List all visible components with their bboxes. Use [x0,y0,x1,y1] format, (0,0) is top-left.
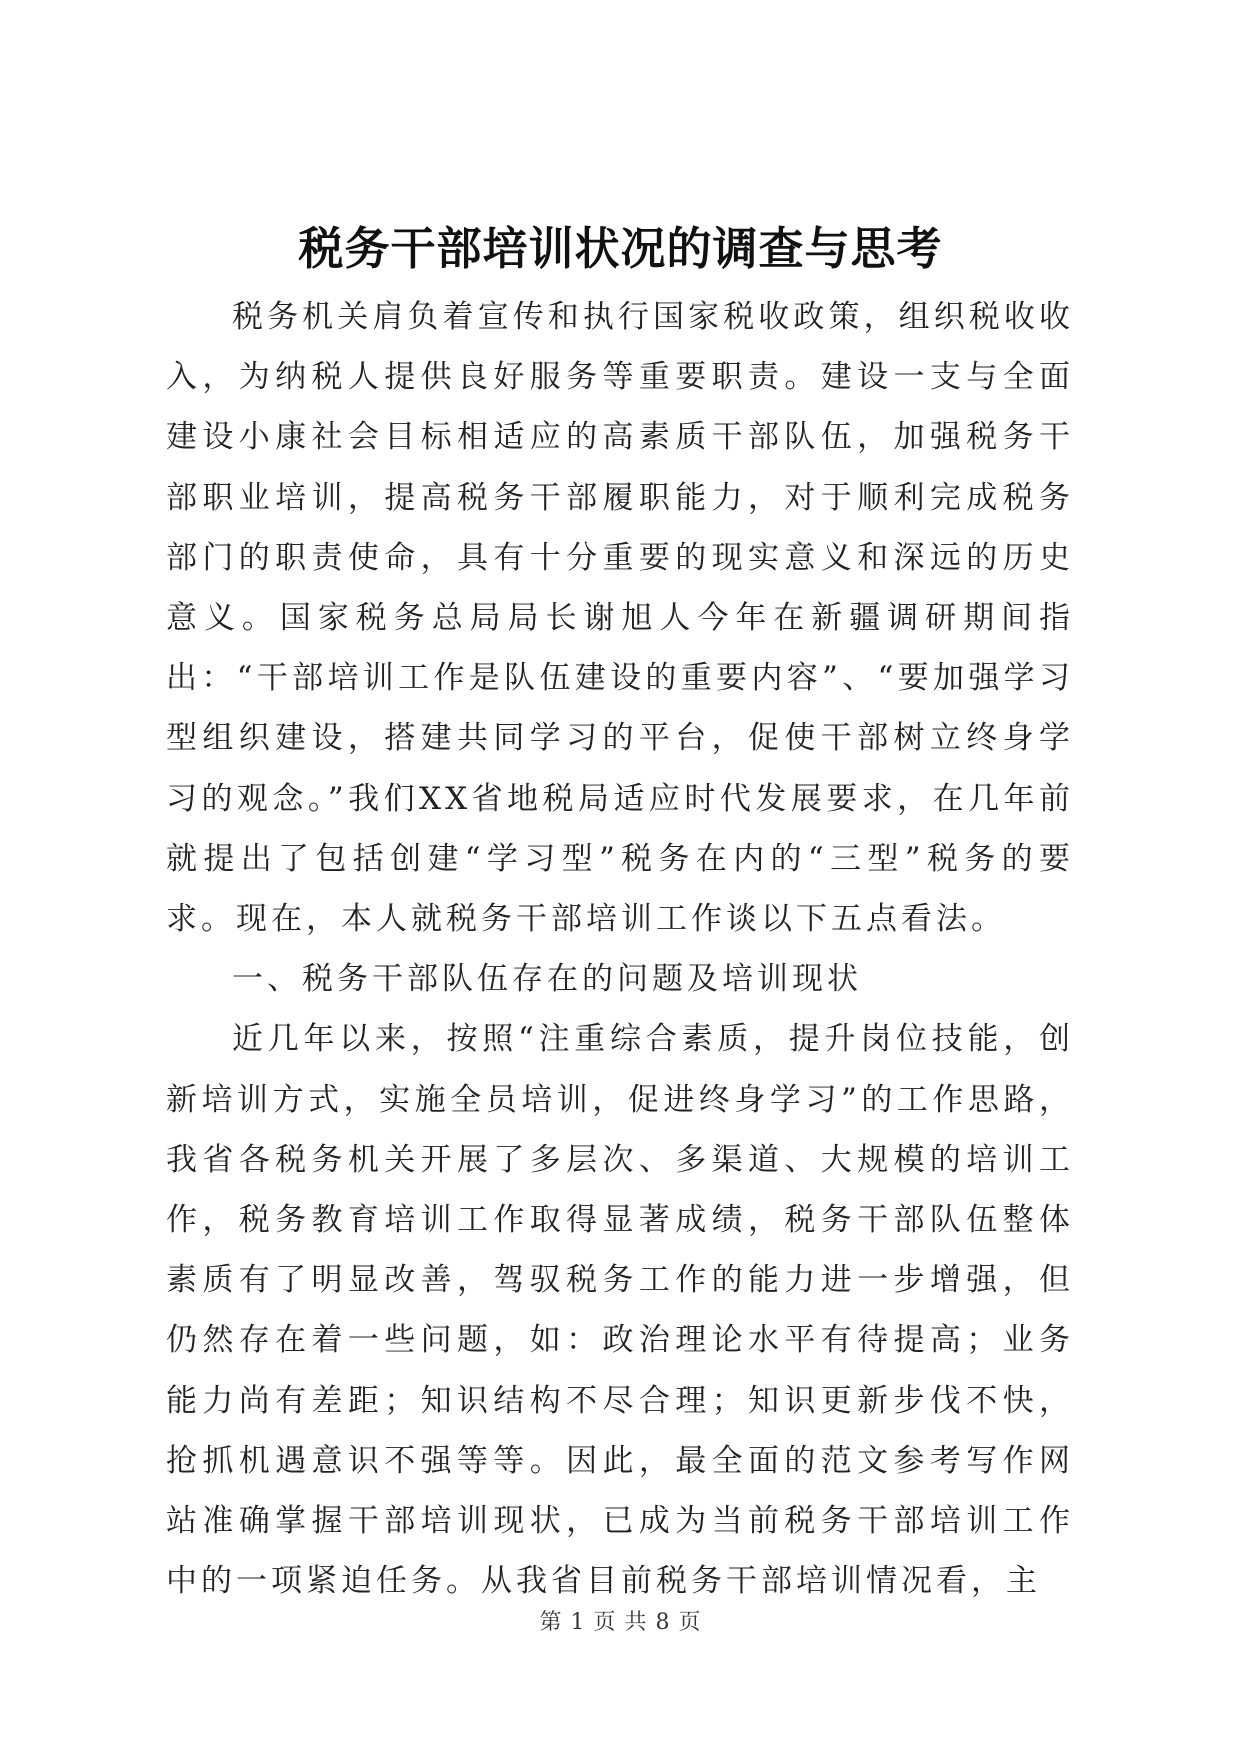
section-heading-1: 一、税务干部队伍存在的问题及培训现状 [232,961,862,998]
document-body [166,287,1074,1611]
page-number-footer: 第 1 页 共 8 页 [539,1610,702,1635]
paragraph-section-1: 近几年以来，按照“注重综合素质，提升岗位技能，创新培训方式，实施全员培训，促进终身学习”的工作思路，我省各税务机关开展了多层次、多渠道、大规模的培训工作，税务教育培训工作取得显著成绩，税务干部队伍整体素质有了明显改善，驾驭税务工作的能力进一步增强，但仍然存在着一些问题，如：政治理论水平有待提高；业务能力尚有差距；知识结构不尽合理；知识更新步伐不快，抢抓机遇意识不强等等。因此，最全面的范文参考写作网站准确掌握干部培训现状，已成为当前税务干部培训工作中的一项紧迫任务。从我省目前税务干部培训情况看，主 [166,1021,1074,1600]
paragraph-intro: 税务机关肩负着宣传和执行国家税收政策，组织税收收入，为纳税人提供良好服务等重要职责。建设一支与全面建设小康社会目标相适应的高素质干部队伍，加强税务干部职业培训，提高税务干部履职能力，对于顺利完成税务部门的职责使命，具有十分重要的现实意义和深远的历史意义。国家税务总局局长谢旭人今年在新疆调研期间指出：“干部培训工作是队伍建设的重要内容”、“要加强学习型组织建设，搭建共同学习的平台，促使干部树立终身学习的观念。”我们XX省地税局适应时代发展要求，在几年前就提出了包括创建“学习型”税务在内的“三型”税务的要求。现在，本人就税务干部培训工作谈以下五点看法。 [166,299,1074,938]
document-title: 税务干部培训状况的调查与思考 [298,222,943,275]
